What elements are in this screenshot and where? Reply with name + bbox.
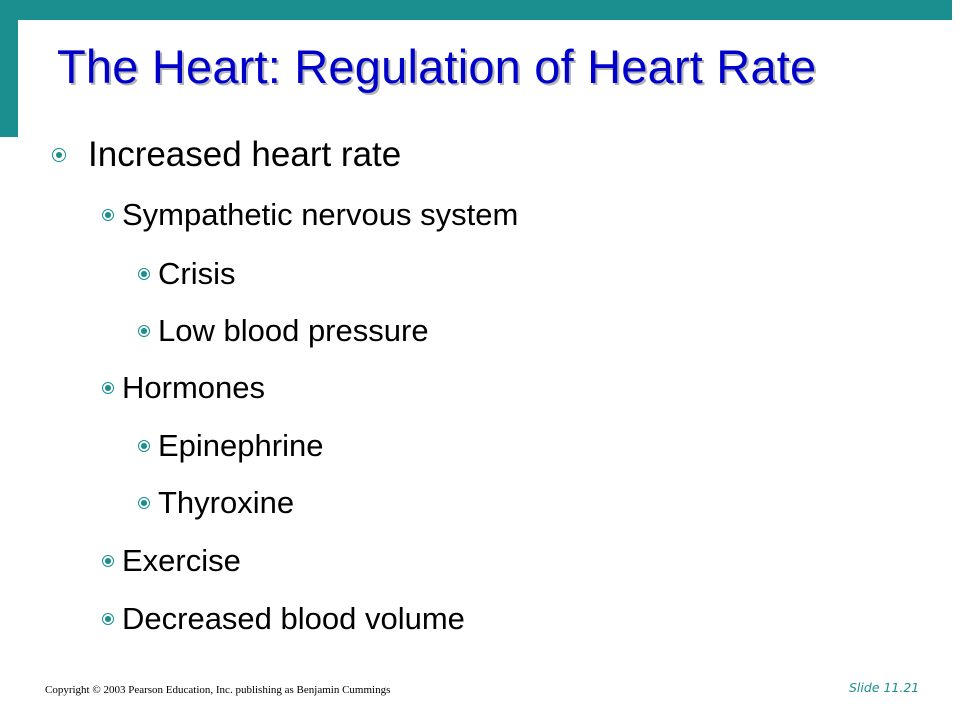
bullet-text: Thyroxine	[158, 485, 295, 520]
bullet-text: Epinephrine	[158, 428, 324, 463]
circle-bullet-icon	[102, 382, 114, 394]
bullet-item-level2	[102, 197, 518, 233]
bullet-text: Increased heart rate	[88, 135, 402, 174]
circle-bullet-icon	[102, 209, 114, 221]
circle-bullet-icon	[52, 148, 66, 162]
bullet-item-level3	[138, 256, 236, 292]
bullet-text: Decreased blood volume	[122, 601, 465, 636]
bullet-item-level2	[102, 601, 465, 637]
bullet-text: Sympathetic nervous system	[122, 197, 519, 232]
accent-bar-vertical	[0, 0, 18, 137]
bullet-item-level3	[138, 313, 429, 349]
bullet-text: Exercise	[122, 543, 241, 578]
copyright-notice: Copyright © 2003 Pearson Education, Inc. publishing as Benjamin Cummings	[45, 684, 391, 696]
circle-bullet-icon	[138, 440, 150, 452]
circle-bullet-icon	[138, 325, 150, 337]
bullet-text: Low blood pressure	[158, 313, 429, 348]
bullet-item-level3	[138, 428, 323, 464]
accent-bar-horizontal	[0, 0, 952, 20]
circle-bullet-icon	[102, 555, 114, 567]
slide-title: The Heart: Regulation of Heart Rate	[57, 40, 817, 93]
circle-bullet-icon	[138, 268, 150, 280]
circle-bullet-icon	[102, 613, 114, 625]
bullet-item-level2	[102, 370, 265, 406]
bullet-item-level3	[138, 485, 294, 521]
circle-bullet-icon	[138, 497, 150, 509]
bullet-item-level1	[52, 135, 401, 175]
bullet-text: Crisis	[158, 256, 236, 291]
slide-number: Slide 11.21	[849, 680, 920, 695]
bullet-item-level2	[102, 543, 241, 579]
bullet-text: Hormones	[122, 370, 265, 405]
